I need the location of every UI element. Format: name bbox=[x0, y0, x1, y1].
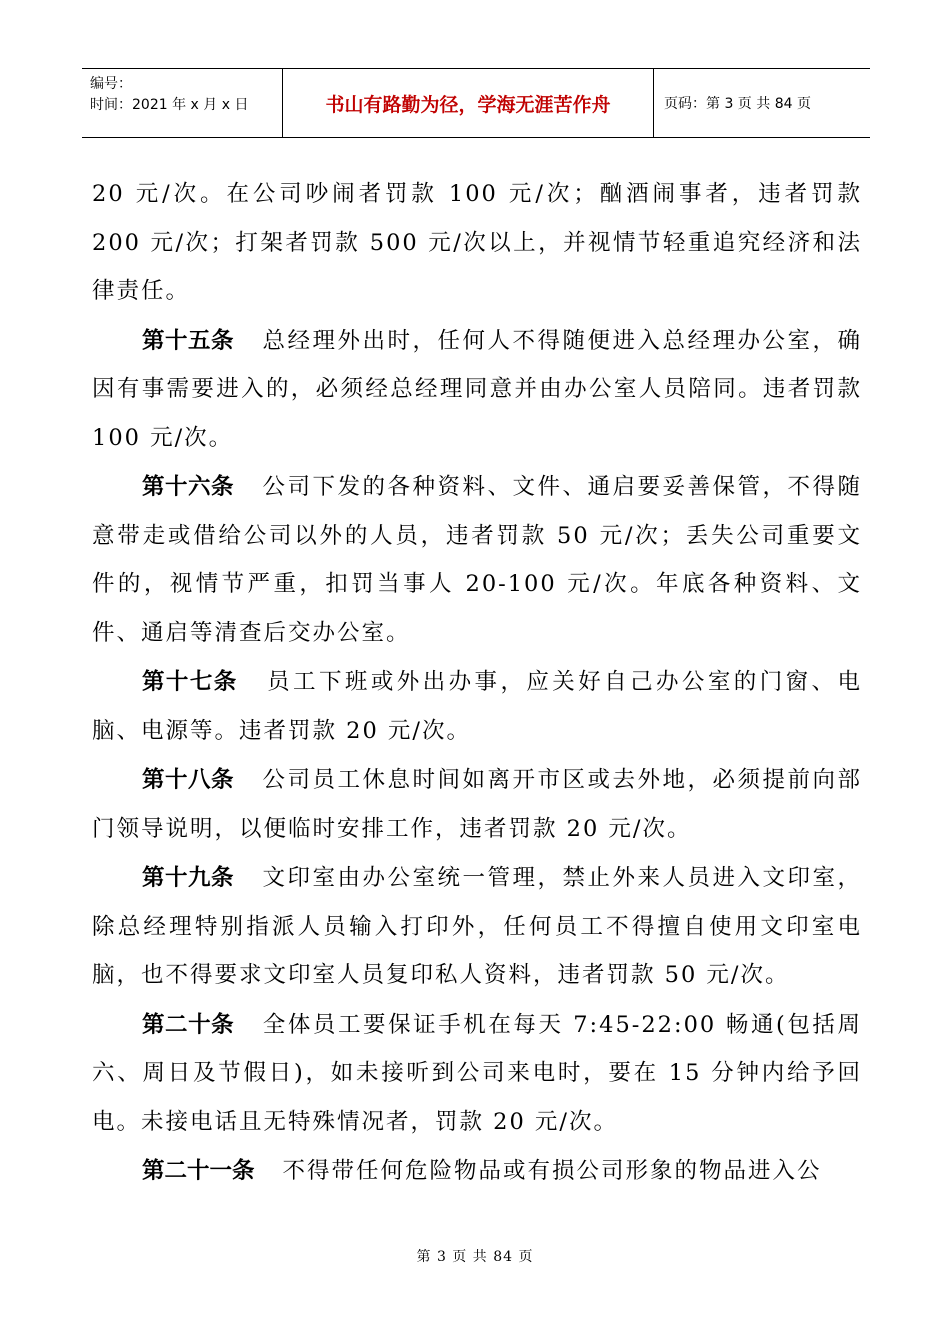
page-header bbox=[82, 68, 870, 138]
article-21 bbox=[92, 1147, 862, 1196]
article-16 bbox=[92, 463, 862, 657]
article-heading: 第十九条 bbox=[142, 865, 234, 891]
header-motto: 书山有路勤为径，学海无涯苦作舟 bbox=[282, 69, 654, 137]
article-20 bbox=[92, 1001, 862, 1147]
article-15 bbox=[92, 317, 862, 463]
article-heading: 第十八条 bbox=[142, 767, 234, 793]
document-number-label: 编号： bbox=[90, 76, 132, 92]
article-18 bbox=[92, 756, 862, 853]
paragraph-text: 全体员工要保证手机在每天 7:45-22:00 畅通(包括周六、周日及节假日)，如未接听到公司来电时，要在 15 分钟内给予回电。未接电话且无特殊情况者，罚款 20 元/次。 bbox=[92, 1011, 862, 1135]
page-footer: 第 3 页 共 84 页 bbox=[416, 1249, 534, 1265]
paragraph-text: 不得带任何危险物品或有损公司形象的物品进入公 bbox=[282, 1158, 822, 1184]
header-meta bbox=[82, 69, 282, 137]
article-heading: 第十七条 bbox=[142, 669, 238, 695]
paragraph-text: 公司下发的各种资料、文件、通启要妥善保管，不得随意带走或借给公司以外的人员，违者罚款 50 元/次；丢失公司重要文件的，视情节严重，扣罚当事人 20-100 元/次。年底各种资料、文件、通启等清查后交办公室。 bbox=[92, 474, 862, 646]
article-heading: 第二十条 bbox=[142, 1011, 235, 1038]
paragraph-text: 公司员工休息时间如离开市区或去外地，必须提前向部门领导说明，以便临时安排工作，违者罚款 20 元/次。 bbox=[92, 767, 862, 842]
document-date: 时间：2021 年 x 月 x 日 bbox=[90, 97, 249, 113]
paragraph-text: 总经理外出时，任何人不得随便进入总经理办公室，确因有事需要进入的，必须经总经理同意并由办公室人员陪同。违者罚款 100 元/次。 bbox=[92, 327, 862, 451]
paragraph-continuation bbox=[92, 170, 862, 316]
paragraph-text: 员工下班或外出办事，应关好自己办公室的门窗、电脑、电源等。违者罚款 20 元/次。 bbox=[92, 669, 862, 744]
article-17 bbox=[92, 658, 862, 755]
article-heading: 第十五条 bbox=[142, 327, 234, 354]
article-heading: 第二十一条 bbox=[142, 1158, 255, 1184]
document-body bbox=[92, 170, 862, 1197]
paragraph-text: 20 元/次。在公司吵闹者罚款 100 元/次；酗酒闹事者，违者罚款 200 元/次；打架者罚款 500 元/次以上，并视情节轻重追究经济和法律责任。 bbox=[92, 181, 862, 304]
article-19 bbox=[92, 854, 862, 1000]
article-heading: 第十六条 bbox=[142, 474, 234, 500]
header-page-info: 页码：第 3 页 共 84 页 bbox=[664, 96, 811, 112]
paragraph-text: 文印室由办公室统一管理，禁止外来人员进入文印室，除总经理特别指派人员输入打印外，任何员工不得擅自使用文印室电脑，也不得要求文印室人员复印私人资料，违者罚款 50 元/次。 bbox=[92, 865, 862, 988]
